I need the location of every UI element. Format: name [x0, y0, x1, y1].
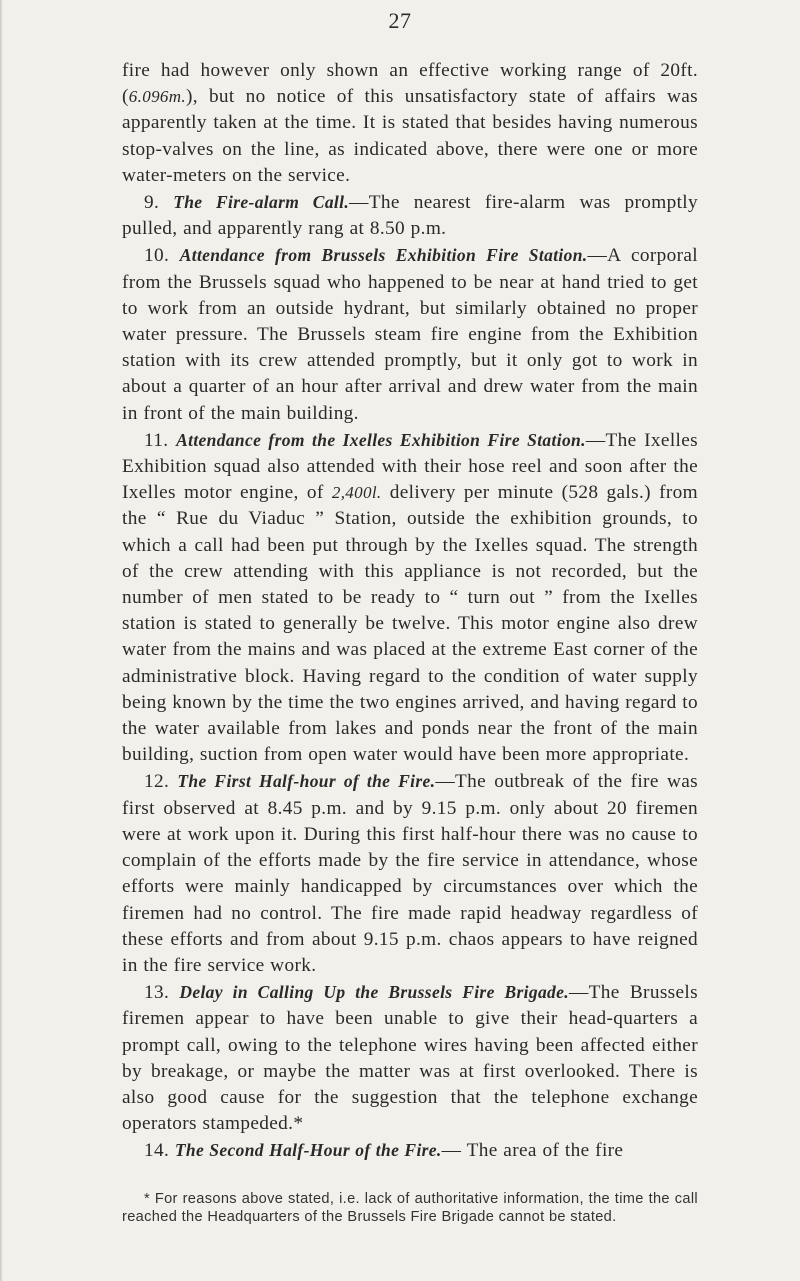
scan-edge [0, 0, 3, 1281]
paragraph-continuation: fire had however only shown an effective working range of 20ft. (6.096m.), but no notice of this unsatisfactory state of affairs was apparently taken at the time. It is stated that besides having numerous stop-valves on the line, as indicated above, there were one or more water-meters on the service. [122, 60, 698, 186]
section-heading: Delay in Calling Up the Brussels Fire Brigade. [179, 982, 569, 1003]
section-heading: Attendance from the Ixelles Exhibition Fire Station. [176, 429, 586, 450]
section-11: 11. Attendance from the Ixelles Exhibition Fire Station.—The Ixelles Exhibition squad also attended with their hose reel and soon after the Ixelles motor engine, of 2,400l. delivery per minute (528 gals.) from the “ Rue du Viaduc ” Station, outside the exhibition grounds, to which a call had been put through by the Ixelles squad. The strength of the crew attending with this appliance is not recorded, but the number of men stated to be ready to “ turn out ” from the Ixelles station is stated to generally be twelve. This motor engine also drew water from the mains and was placed at the extreme East corner of the administrative block. Having regard to the condition of water supply being known by the time the two engines arrived, and having regard to the water available from lakes and ponds near the front of the main building, suction from open water would have been more appropriate. [122, 429, 698, 766]
section-body: — The area of the fire [441, 1140, 624, 1162]
section-number: 13. [144, 982, 180, 1004]
section-heading: The First Half-hour of the Fire. [177, 771, 436, 792]
section-9 [122, 189, 698, 242]
section-14 [122, 1137, 698, 1164]
section-body: —The Brussels firemen appear to have been unable to give their head-quarters a prompt call, owing to the telephone wires having been affected either by breakage, or maybe the matter was at first overlooked. There is also good cause for the suggestion that the telephone exchange operators stampeded.* [122, 982, 698, 1135]
page-number: 27 [388, 8, 412, 33]
section-body: —A corporal from the Brussels squad who happened to be near at hand tried to get to work from an outside hydrant, but similarly obtained no proper water pressure. The Brussels steam fire engine from the Exhibition station with its crew attended promptly, but it only got to work in about a quarter of an hour after arrival and drew water from the main in front of the main building. [122, 245, 698, 424]
metric-value: 2,400l. [331, 483, 382, 503]
section-number: 9. [144, 192, 174, 214]
section-number: 14. [144, 1140, 175, 1162]
section-heading: The Second Half-Hour of the Fire. [174, 1140, 442, 1161]
section-heading: Attendance from Brussels Exhibition Fire Station. [179, 245, 588, 266]
section-12 [122, 768, 698, 979]
section-10 [122, 242, 698, 426]
section-number: 10. [144, 245, 180, 267]
metric-value: 6.096m. [128, 87, 187, 107]
section-13 [122, 979, 698, 1137]
section-heading: The Fire-alarm Call. [173, 192, 350, 213]
section-body: —The nearest fire-alarm was promptly pulled, and apparently rang at 8.50 p.m. [122, 192, 698, 240]
body-text [122, 58, 698, 1165]
section-number: 11. [144, 429, 177, 451]
section-number: 12. [144, 771, 178, 793]
section-body: —The outbreak of the fire was first observed at 8.45 p.m. and by 9.15 p.m. only about 20 firemen were at work upon it. During this first half-hour there was no cause to complain of the efforts made by the fire service in attendance, whose efforts were mainly handicapped by circumstances over which the firemen had no control. The fire made rapid headway regardless of these efforts and from about 9.15 p.m. chaos appears to have reigned in the fire service work. [122, 771, 698, 976]
footnote [122, 1190, 698, 1226]
footnote-text: * For reasons above stated, i.e. lack of authoritative information, the time the call reached the Headquarters of the Brussels Fire Brigade cannot be stated. [122, 1191, 698, 1225]
